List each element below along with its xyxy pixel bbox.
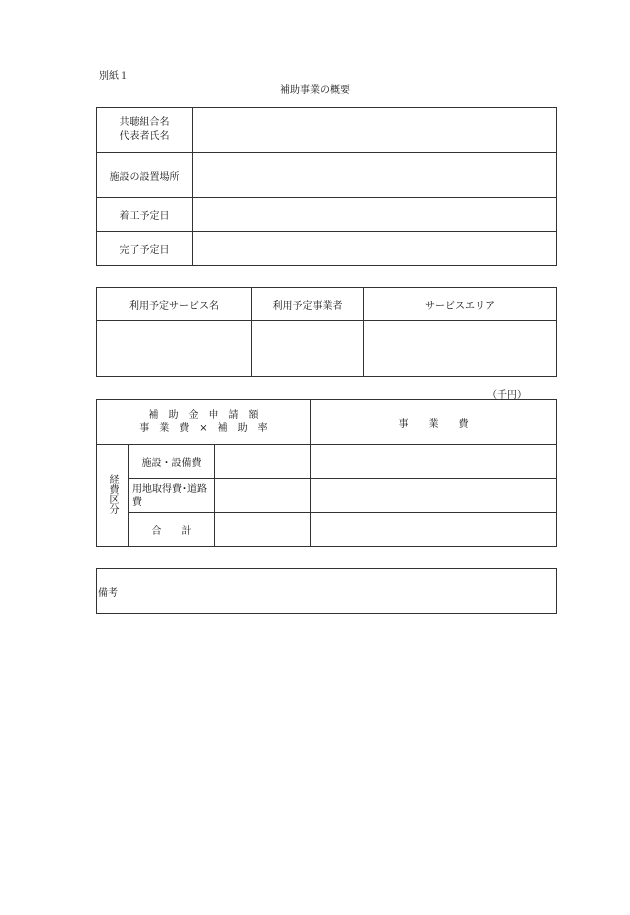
union-name-representative-field[interactable] bbox=[193, 108, 557, 153]
expense-category-label bbox=[97, 445, 129, 547]
table-row bbox=[97, 198, 557, 232]
cost-breakdown-table bbox=[96, 399, 557, 547]
expense-category-text: 経費区分 bbox=[107, 474, 118, 514]
attachment-label: 別紙１ bbox=[99, 71, 129, 82]
table-header-row bbox=[97, 400, 557, 445]
service-name-field[interactable] bbox=[97, 321, 252, 377]
table-header-row bbox=[97, 288, 557, 321]
construction-start-date-label: 着工予定日 bbox=[97, 198, 193, 232]
table-row bbox=[97, 108, 557, 153]
table-row bbox=[97, 153, 557, 198]
total-label: 合 計 bbox=[129, 513, 215, 547]
installation-location-field[interactable] bbox=[193, 153, 557, 198]
remarks-table bbox=[96, 568, 557, 614]
table-row bbox=[97, 569, 557, 614]
service-name-header: 利用予定サービス名 bbox=[97, 288, 252, 321]
service-area-header: サービスエリア bbox=[364, 288, 557, 321]
remarks-label: 備考 bbox=[98, 587, 118, 599]
provider-header: 利用予定事業者 bbox=[252, 288, 364, 321]
facility-equipment-label: 施設・設備費 bbox=[129, 445, 215, 479]
total-cost-field[interactable] bbox=[311, 513, 557, 547]
table-row bbox=[97, 479, 557, 513]
project-cost-header: 事 業 費 bbox=[311, 400, 557, 445]
unit-label: （千円） bbox=[487, 390, 527, 401]
total-subsidy-field[interactable] bbox=[215, 513, 311, 547]
facility-equipment-cost-field[interactable] bbox=[311, 445, 557, 479]
applicant-info-table bbox=[96, 107, 557, 266]
remarks-field[interactable] bbox=[97, 569, 557, 614]
subsidy-amount-header: 補 助 金 申 請 額 事 業 費 × 補 助 率 bbox=[97, 400, 311, 445]
document-title: 補助事業の概要 bbox=[280, 85, 350, 96]
construction-start-date-field[interactable] bbox=[193, 198, 557, 232]
land-road-subsidy-field[interactable] bbox=[215, 479, 311, 513]
installation-location-label: 施設の設置場所 bbox=[97, 153, 193, 198]
provider-field[interactable] bbox=[252, 321, 364, 377]
service-area-field[interactable] bbox=[364, 321, 557, 377]
completion-date-label: 完了予定日 bbox=[97, 232, 193, 266]
table-row bbox=[97, 321, 557, 377]
service-info-table bbox=[96, 287, 557, 377]
completion-date-field[interactable] bbox=[193, 232, 557, 266]
facility-equipment-subsidy-field[interactable] bbox=[215, 445, 311, 479]
table-row bbox=[97, 513, 557, 547]
table-row bbox=[97, 232, 557, 266]
land-road-cost-label: 用地取得費･道路費 bbox=[129, 479, 215, 513]
land-road-cost-field[interactable] bbox=[311, 479, 557, 513]
union-name-representative-label: 共聴組合名 代表者氏名 bbox=[97, 108, 193, 153]
table-row bbox=[97, 445, 557, 479]
